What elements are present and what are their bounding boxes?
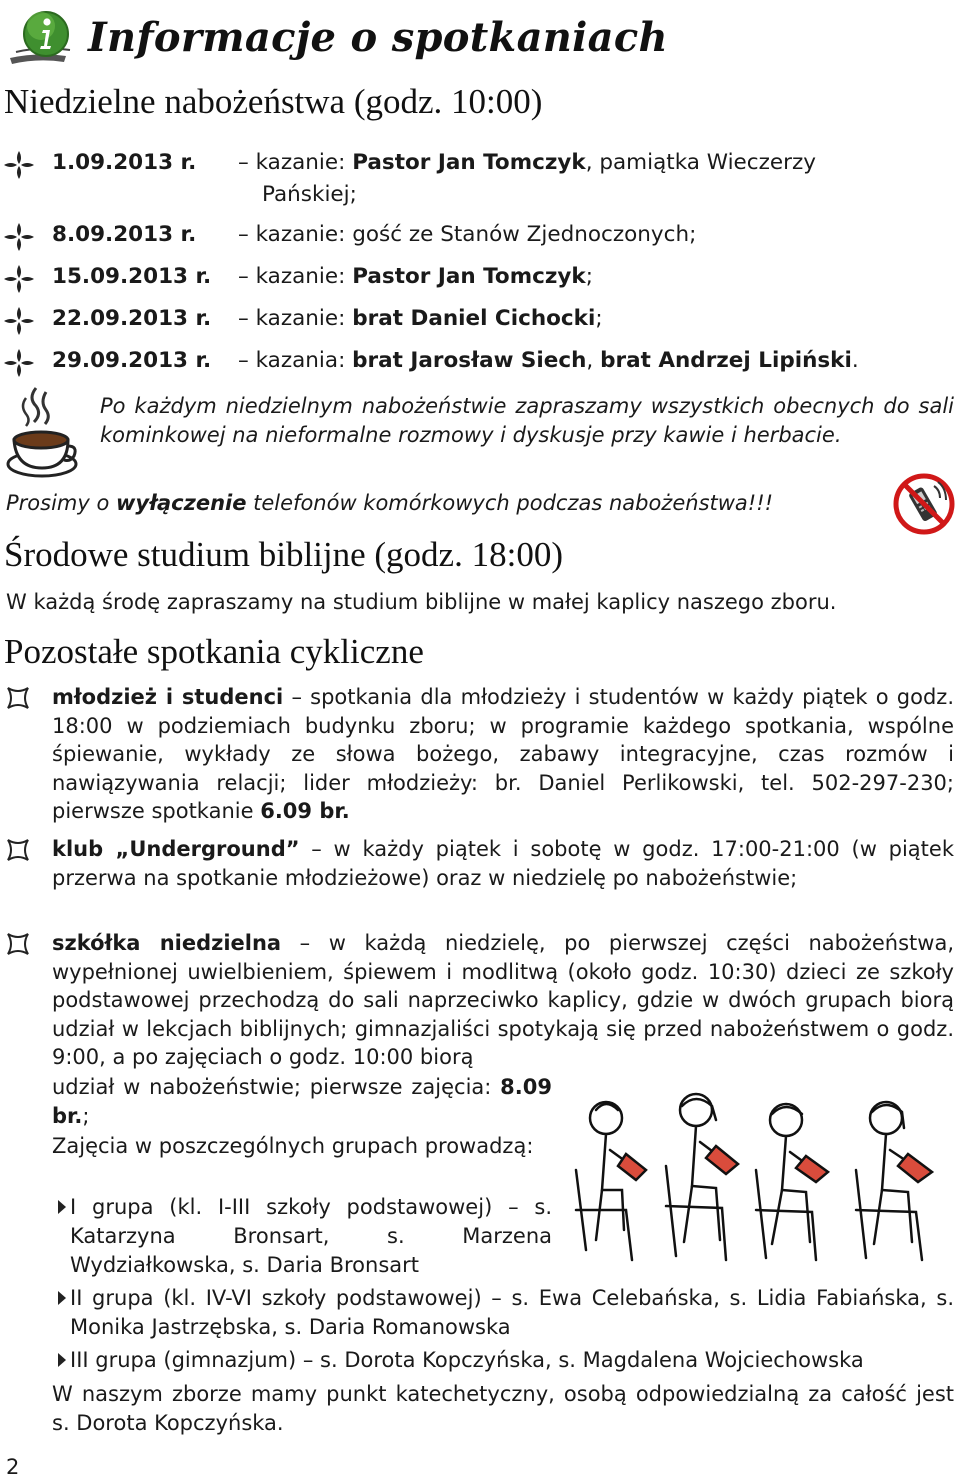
sermon-suffix: ; — [585, 264, 593, 289]
service-date: 8.09.2013 r. — [52, 222, 197, 247]
sermon-suffix: ; — [595, 306, 603, 331]
diamond-bullet-icon — [2, 348, 36, 378]
no-phone-icon — [892, 472, 956, 536]
phone-note-end: telefonów komórkowych podczas nabożeństwa!!! — [246, 491, 774, 515]
other-meetings-heading: Pozostałe spotkania cykliczne — [4, 632, 424, 671]
page-number: 2 — [6, 1455, 20, 1479]
sunday-services-heading: Niedzielne nabożeństwa (godz. 10:00) — [4, 82, 543, 121]
diamond-bullet-icon — [2, 150, 36, 180]
school-description: – w każdą niedzielę, po pierwszej części nabożeństwa, wypełnionej uwielbieniem, śpiewem i modlitwą (około godz. 10:30) dzieci ze szkoły podstawowej przechodzą do sali naprzeciwko kaplicy, gdzie w dwóch grupach biorą udział w lekcjach biblijnych; gimnazjaliści spotykają się przed nabożeństwem o godz. 9:00, a po zajęciach o godz. 10:00 biorą — [52, 931, 954, 1069]
preacher: brat Jarosław Siech — [352, 348, 587, 373]
triangle-bullet-icon — [56, 1198, 68, 1216]
star-bullet-icon — [6, 838, 30, 862]
diamond-bullet-icon — [2, 306, 36, 336]
wednesday-study-heading: Środowe studium biblijne (godz. 18:00) — [4, 535, 563, 574]
phone-note-start: Prosimy o — [6, 491, 117, 515]
page-title: Informacje o spotkaniach — [88, 14, 668, 61]
sermon-suffix: . — [851, 348, 859, 373]
info-icon — [8, 8, 84, 68]
triangle-bullet-icon — [56, 1351, 68, 1369]
school-first-class-text: udział w nabożeństwie; pierwsze zajęcia: — [52, 1075, 501, 1099]
preacher: Pastor Jan Tomczyk — [352, 264, 586, 289]
diamond-bullet-icon — [2, 264, 36, 294]
club-title: klub „Underground” — [52, 837, 300, 861]
youth-start-date: 6.09 br. — [260, 799, 350, 823]
star-bullet-icon — [6, 932, 30, 956]
club-underground — [52, 835, 954, 892]
youth-title: młodzież i studenci — [52, 685, 284, 709]
youth-description: – spotkania dla młodzieży i studentów w każdy piątek o godz. 18:00 w podziemiach budynku zboru; w programie każdego spotkania, wspólne śpiewanie, wykłady ze słowa bożego, zabawy integracyjne, czas rozmów i nawiązywania relacji; lider młodzieży: br. Daniel Perlikowski, tel. 502-297-230; pierwsze spotkanie — [52, 685, 954, 823]
sermon-prefix: – kazanie: — [238, 264, 353, 289]
sermon-suffix: gość ze Stanów Zjednoczonych; — [352, 222, 697, 247]
youth-meetings — [52, 683, 954, 826]
sermon-prefix: – kazanie: — [238, 306, 353, 331]
school-start-date: 8.09 br. — [52, 1075, 552, 1128]
star-bullet-icon — [6, 686, 30, 710]
sermon-suffix: , pamiątka Wieczerzy — [585, 150, 816, 175]
school-first-class — [52, 1073, 552, 1131]
sermon-prefix: – kazania: — [238, 348, 353, 373]
group-item: III grupa (gimnazjum) – s. Dorota Kopczyńska, s. Magdalena Wojciechowska — [70, 1348, 864, 1372]
phone-note-emphasis: wyłączenie — [116, 491, 247, 515]
coffee-cup-icon — [6, 384, 78, 480]
children-reading-illustration — [566, 1070, 956, 1270]
service-date: 22.09.2013 r. — [52, 306, 212, 331]
club-description: – w każdy piątek i sobotę w godz. 17:00-21:00 (w piątek przerwa na spotkanie młodzieżowe) oraz w niedzielę po nabożeństwie; — [52, 837, 954, 890]
preacher-2: brat Andrzej Lipiński — [600, 348, 852, 373]
triangle-bullet-icon — [56, 1289, 68, 1307]
preacher: Pastor Jan Tomczyk — [352, 150, 586, 175]
diamond-bullet-icon — [2, 222, 36, 252]
preacher: brat Daniel Cichocki — [352, 306, 596, 331]
wednesday-study-text: W każdą środę zapraszamy na studium biblijne w małej kaplicy naszego zboru. — [6, 590, 837, 614]
service-date: 15.09.2013 r. — [52, 264, 212, 289]
group-item: II grupa (kl. IV-VI szkoły podstawowej) – s. Ewa Celebańska, s. Lidia Fabiańska, s. Monika Jastrzębska, s. Daria Romanowska — [70, 1286, 954, 1339]
sunday-school — [52, 929, 954, 1072]
sermon-prefix: – kazanie: — [238, 150, 353, 175]
catechetical-point-note: W naszym zborze mamy punkt katechetyczny, osobą odpowiedzialną za całość jest s. Dorota Kopczyńska. — [52, 1382, 954, 1435]
sermon-prefix: – kazanie: — [238, 222, 353, 247]
group-item: I grupa (kl. I-III szkoły podstawowej) – s. Katarzyna Bronsart, s. Marzena Wydziałkowska, s. Daria Bronsart — [70, 1195, 552, 1277]
school-date-suffix: ; — [82, 1104, 90, 1128]
school-title: szkółka niedzielna — [52, 931, 282, 955]
groups-intro: Zajęcia w poszczególnych grupach prowadzą: — [52, 1134, 534, 1158]
service-date: 1.09.2013 r. — [52, 150, 197, 175]
sermon-separator: , — [586, 348, 601, 373]
coffee-note: Po każdym niedzielnym nabożeństwie zapraszamy wszystkich obecnych do sali kominkowej na nieformalne rozmowy i dyskusje przy kawie i herbacie. — [100, 394, 954, 447]
service-date: 29.09.2013 r. — [52, 348, 212, 373]
phone-note — [6, 491, 773, 515]
service-line2: Pańskiej; — [262, 182, 357, 207]
